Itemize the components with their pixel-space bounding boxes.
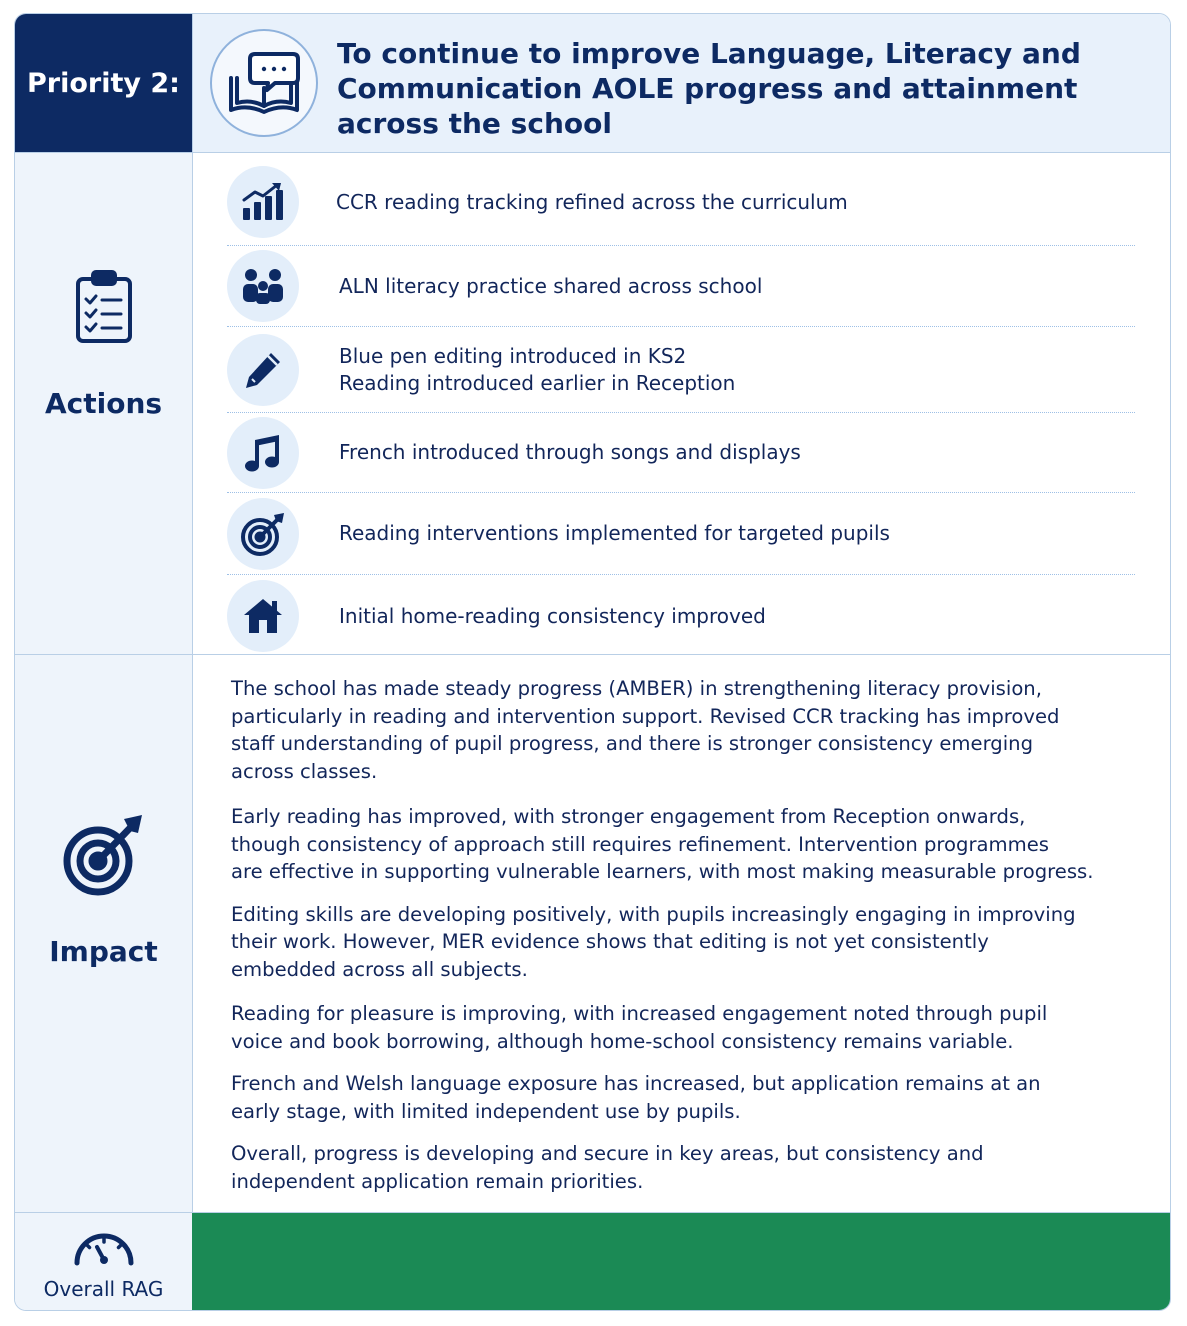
list-item (227, 413, 1135, 493)
list-item (227, 493, 1135, 575)
action-text (339, 343, 735, 397)
impact-label: Impact (49, 935, 158, 968)
action-text (339, 273, 762, 300)
header-row (15, 14, 1170, 153)
actions-row (15, 153, 1170, 655)
impact-paragraph: French and Welsh language exposure has increased, but application remains at an early stage, with limited independent use by pupils. (231, 1072, 1041, 1123)
list-item (227, 327, 1135, 413)
list-item (227, 246, 1135, 327)
rag-label-cell (15, 1213, 192, 1311)
action-line: CCR reading tracking refined across the curriculum (336, 189, 848, 214)
impact-paragraph: The school has made steady progress (AMBER) in strengthening literacy provision, particularly in reading and intervention support. Revised CCR tracking has improved staff understanding of pupil progress, and there is stronger consistency emerging across classes. (231, 677, 1060, 783)
action-text (339, 439, 801, 466)
bar-chart-growth-icon (227, 166, 299, 238)
music-note-icon (227, 417, 299, 489)
rag-row (15, 1213, 1170, 1311)
priority-title-line: Communication AOLE progress and attainment (337, 72, 1078, 105)
rag-status-bar (192, 1213, 1170, 1311)
priority-title-line: To continue to improve Language, Literacy and (337, 37, 1081, 70)
action-line: ALN literacy practice shared across school (339, 273, 763, 298)
priority-title-line: across the school (337, 107, 612, 140)
group-people-icon (227, 250, 299, 322)
impact-label-cell (15, 655, 192, 1212)
impact-paragraph: Editing skills are developing positively, with pupils increasingly engaging in improving their work. However, MER evidence shows that editing is not yet consistently embedded across all subjects. (231, 902, 1076, 981)
action-line: Reading introduced earlier in Reception (339, 370, 736, 395)
home-icon (227, 580, 299, 652)
actions-label-cell (15, 153, 192, 654)
target-arrow-icon (227, 498, 299, 570)
action-text (339, 603, 766, 630)
gauge-icon (71, 1225, 137, 1271)
action-line: Reading interventions implemented for targeted pupils (339, 521, 890, 545)
impact-body (231, 675, 1121, 1195)
impact-paragraph: Early reading has improved, with stronger engagement from Reception onwards, though consistency of approach still requires refinement. Intervention programmes are effective in supporting vulnerable learners, with most making measurable progress. (231, 805, 1094, 883)
priority-label: Priority 2: (27, 67, 180, 99)
action-list (227, 159, 1135, 657)
action-line: Blue pen editing introduced in KS2 (339, 343, 687, 368)
priority-title (337, 36, 1097, 141)
impact-text-cell (192, 655, 1170, 1212)
book-speech-bubble-icon (210, 29, 318, 137)
pencil-icon (227, 334, 299, 406)
priority-title-cell (192, 14, 1170, 152)
list-item (227, 159, 1135, 246)
list-item (227, 575, 1135, 657)
priority-card (14, 13, 1171, 1311)
clipboard-checklist-icon (74, 269, 134, 349)
priority-label-cell (15, 14, 192, 152)
actions-list-cell (192, 153, 1170, 654)
actions-label: Actions (44, 387, 163, 420)
action-line: Initial home-reading consistency improved (339, 603, 766, 628)
action-line: French introduced through songs and displays (339, 440, 801, 464)
rag-label: Overall RAG (43, 1276, 164, 1301)
impact-paragraph: Reading for pleasure is improving, with increased engagement noted through pupil voice and book borrowing, although home-school consistency remains variable. (231, 1002, 1048, 1053)
impact-paragraph: Overall, progress is developing and secure in key areas, but consistency and independent application remain priorities. (231, 1142, 984, 1193)
impact-row (15, 655, 1170, 1213)
target-arrow-icon (62, 813, 146, 901)
action-text (339, 520, 890, 547)
action-text (336, 189, 848, 216)
